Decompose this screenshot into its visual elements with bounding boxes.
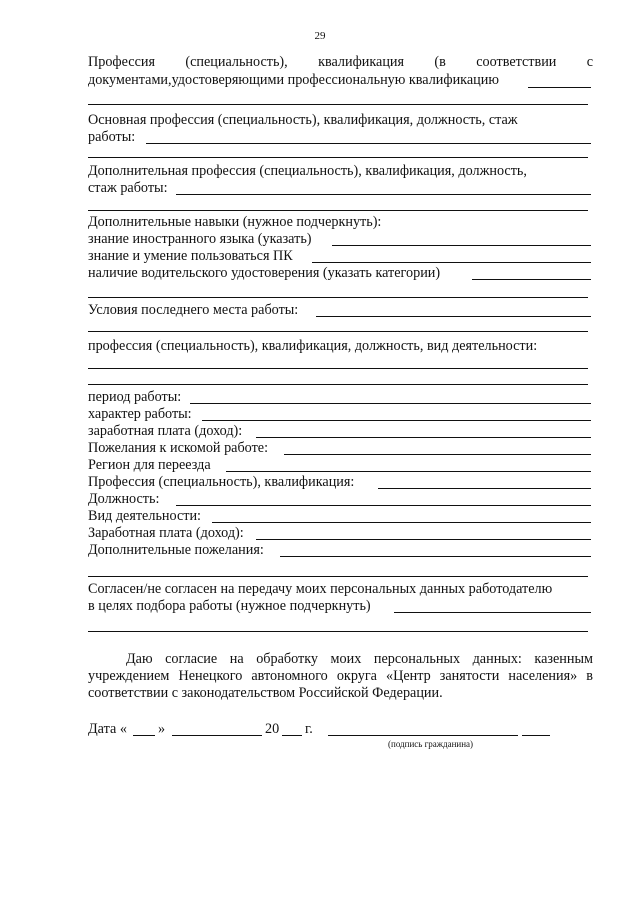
extra-profession-label: Дополнительная профессия (специальность), квалификация, должность, xyxy=(88,163,527,179)
date-year-line[interactable] xyxy=(282,735,302,736)
fill-line[interactable] xyxy=(176,505,591,506)
profession-word: соответствии xyxy=(476,54,557,70)
fill-line[interactable] xyxy=(256,539,591,540)
work-character-label: характер работы: xyxy=(88,406,192,422)
position-label: Должность: xyxy=(88,491,160,507)
profession-line-2: документами,удостоверяющими профессиональную квалификацию xyxy=(88,72,499,88)
main-profession-label-2: работы: xyxy=(88,129,136,145)
date-close-quote: » xyxy=(158,721,166,737)
fill-line[interactable] xyxy=(226,471,591,472)
consent-employer-line-1: Согласен/не согласен на передачу моих персональных данных работодателю xyxy=(88,581,553,597)
consent-line-3: соответствии с законодательством Российской Федерации. xyxy=(88,685,443,701)
fill-line[interactable] xyxy=(312,262,591,263)
fill-line[interactable] xyxy=(256,437,591,438)
page-number: 29 xyxy=(314,30,326,42)
fill-line[interactable] xyxy=(190,403,591,404)
fill-line[interactable] xyxy=(394,612,591,613)
skills-header: Дополнительные навыки (нужное подчеркнуть): xyxy=(88,214,382,230)
fill-line[interactable] xyxy=(88,157,588,158)
fill-line[interactable] xyxy=(284,454,591,455)
fill-line[interactable] xyxy=(88,297,588,298)
fill-line[interactable] xyxy=(202,420,591,421)
profession-word: (в xyxy=(434,54,446,70)
consent-line-1: Даю согласие на обработку моих персональных данных: казенным xyxy=(126,651,593,667)
fill-line[interactable] xyxy=(88,576,588,577)
fill-line[interactable] xyxy=(472,279,591,280)
fill-line[interactable] xyxy=(88,631,588,632)
fill-line[interactable] xyxy=(88,210,588,211)
profession-word: Профессия xyxy=(88,54,155,70)
extra-profession-label-2: стаж работы: xyxy=(88,180,168,196)
date-month-line[interactable] xyxy=(172,735,262,736)
fill-line[interactable] xyxy=(528,87,591,88)
last-job-label: Условия последнего места работы: xyxy=(88,302,299,318)
wish-salary-label: Заработная плата (доход): xyxy=(88,525,244,541)
date-label: Дата « xyxy=(88,721,127,737)
last-job-details-label: профессия (специальность), квалификация, должность, вид деятельности: xyxy=(88,338,538,354)
skill-language-label: знание иностранного языка (указать) xyxy=(88,231,312,247)
fill-line[interactable] xyxy=(316,316,591,317)
fill-line[interactable] xyxy=(212,522,591,523)
fill-line[interactable] xyxy=(378,488,591,489)
fill-line[interactable] xyxy=(176,194,591,195)
fill-line[interactable] xyxy=(280,556,591,557)
consent-employer-line-2: в целях подбора работы (нужное подчеркнуть) xyxy=(88,598,371,614)
date-day-line[interactable] xyxy=(133,735,155,736)
profession-word: с xyxy=(586,54,594,70)
main-profession-label: Основная профессия (специальность), квалификация, должность, стаж xyxy=(88,112,518,128)
additional-wishes-label: Дополнительные пожелания: xyxy=(88,542,264,558)
year-suffix: г. xyxy=(305,721,313,737)
wish-profession-label: Профессия (специальность), квалификация: xyxy=(88,474,355,490)
skill-pc-label: знание и умение пользоваться ПК xyxy=(88,248,293,264)
fill-line[interactable] xyxy=(88,368,588,369)
consent-line-2: учреждением Ненецкого автономного округа «Центр занятости населения» в xyxy=(88,668,593,684)
salary-label: заработная плата (доход): xyxy=(88,423,243,439)
fill-line[interactable] xyxy=(88,104,588,105)
fill-line[interactable] xyxy=(88,384,588,385)
signature-line-tail[interactable] xyxy=(522,735,550,736)
signature-line[interactable] xyxy=(328,735,518,736)
fill-line[interactable] xyxy=(88,331,588,332)
fill-line[interactable] xyxy=(146,143,591,144)
skill-license-label: наличие водительского удостоверения (указать категории) xyxy=(88,265,441,281)
profession-word: (специальность), xyxy=(185,54,288,70)
year-prefix: 20 xyxy=(265,721,280,737)
period-label: период работы: xyxy=(88,389,182,405)
profession-line-1 xyxy=(88,54,593,71)
fill-line[interactable] xyxy=(332,245,591,246)
region-label: Регион для переезда xyxy=(88,457,211,473)
wishes-label: Пожелания к искомой работе: xyxy=(88,440,269,456)
profession-word: квалификация xyxy=(318,54,405,70)
activity-label: Вид деятельности: xyxy=(88,508,201,524)
signature-caption: (подпись гражданина) xyxy=(388,739,474,749)
